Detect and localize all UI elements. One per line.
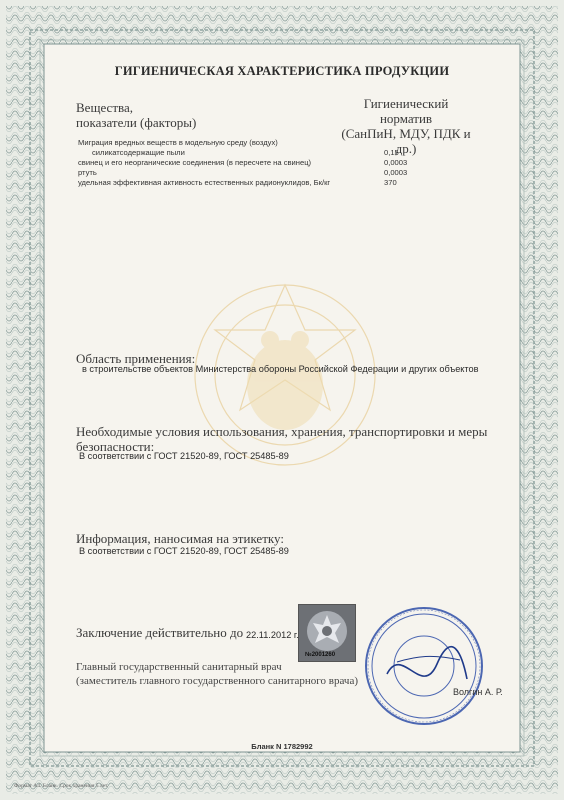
label-info-value: В соответствии с ГОСТ 21520-89, ГОСТ 25485-89 bbox=[79, 546, 289, 556]
row-value: 370 bbox=[384, 178, 397, 187]
label-info-label: Информация, наносимая на этикетку: bbox=[76, 531, 284, 546]
row-name: удельная эффективная активность естественных радионуклидов, Бк/кг bbox=[78, 178, 331, 187]
signature-icon bbox=[387, 647, 467, 679]
application-label: Область применения: bbox=[76, 351, 196, 366]
form-number: Бланк N 1782992 bbox=[251, 742, 313, 751]
validity-label: Заключение действительно до bbox=[76, 625, 244, 640]
row-name: ртуть bbox=[78, 168, 97, 177]
substances-header-line2: показатели (факторы) bbox=[76, 115, 197, 130]
official-stamp bbox=[362, 604, 486, 728]
row-value: 0,0003 bbox=[384, 168, 408, 177]
signatory-line1: Главный государственный санитарный врач bbox=[76, 661, 282, 673]
table-row bbox=[78, 148, 468, 158]
document-title: ГИГИЕНИЧЕСКАЯ ХАРАКТЕРИСТИКА ПРОДУКЦИИ bbox=[114, 64, 450, 78]
conditions-label-line1: Необходимые условия использования, хранения, транспортировки и меры bbox=[76, 424, 488, 439]
substances-header-line1: Вещества, bbox=[76, 100, 133, 115]
row-value: 0,15 bbox=[384, 148, 399, 157]
table-row bbox=[78, 138, 468, 148]
hologram-number: №2001260 bbox=[305, 652, 336, 658]
footer-note: Формат А4. Бланк. Срок хранения 5 лет. bbox=[14, 783, 109, 789]
hologram-sticker bbox=[298, 604, 356, 662]
norm-header-line3: (СанПиН, МДУ, ПДК и др.) bbox=[341, 126, 471, 156]
conditions-value: В соответствии с ГОСТ 21520-89, ГОСТ 25485-89 bbox=[79, 451, 289, 461]
signatory-title bbox=[76, 660, 358, 688]
validity-date: 22.11.2012 г. bbox=[246, 630, 299, 640]
signatory-name: Волгин А. Р. bbox=[453, 687, 503, 697]
application-value: в строительстве объектов Министерства обороны Российской Федерации и других объектов bbox=[82, 364, 479, 374]
conditions-label-line2: безопасности: bbox=[76, 439, 155, 454]
table-row bbox=[78, 178, 468, 188]
row-value: 0,0003 bbox=[384, 158, 408, 167]
conditions-label bbox=[76, 424, 496, 454]
norm-header-line1: Гигиенический bbox=[363, 96, 449, 111]
table-row bbox=[78, 168, 468, 178]
table-row bbox=[78, 158, 468, 168]
row-name: силикатсодержащие пыли bbox=[92, 148, 185, 157]
substances-header bbox=[76, 100, 196, 130]
hygiene-table bbox=[78, 138, 468, 188]
signatory-line2: (заместитель главного государственного санитарного врача) bbox=[76, 675, 359, 687]
norm-header-line2: норматив bbox=[379, 111, 433, 126]
row-name: свинец и его неорганические соединения (в пересчете на свинец) bbox=[78, 158, 312, 167]
row-name: Миграция вредных веществ в модельную среду (воздух) bbox=[78, 138, 278, 147]
